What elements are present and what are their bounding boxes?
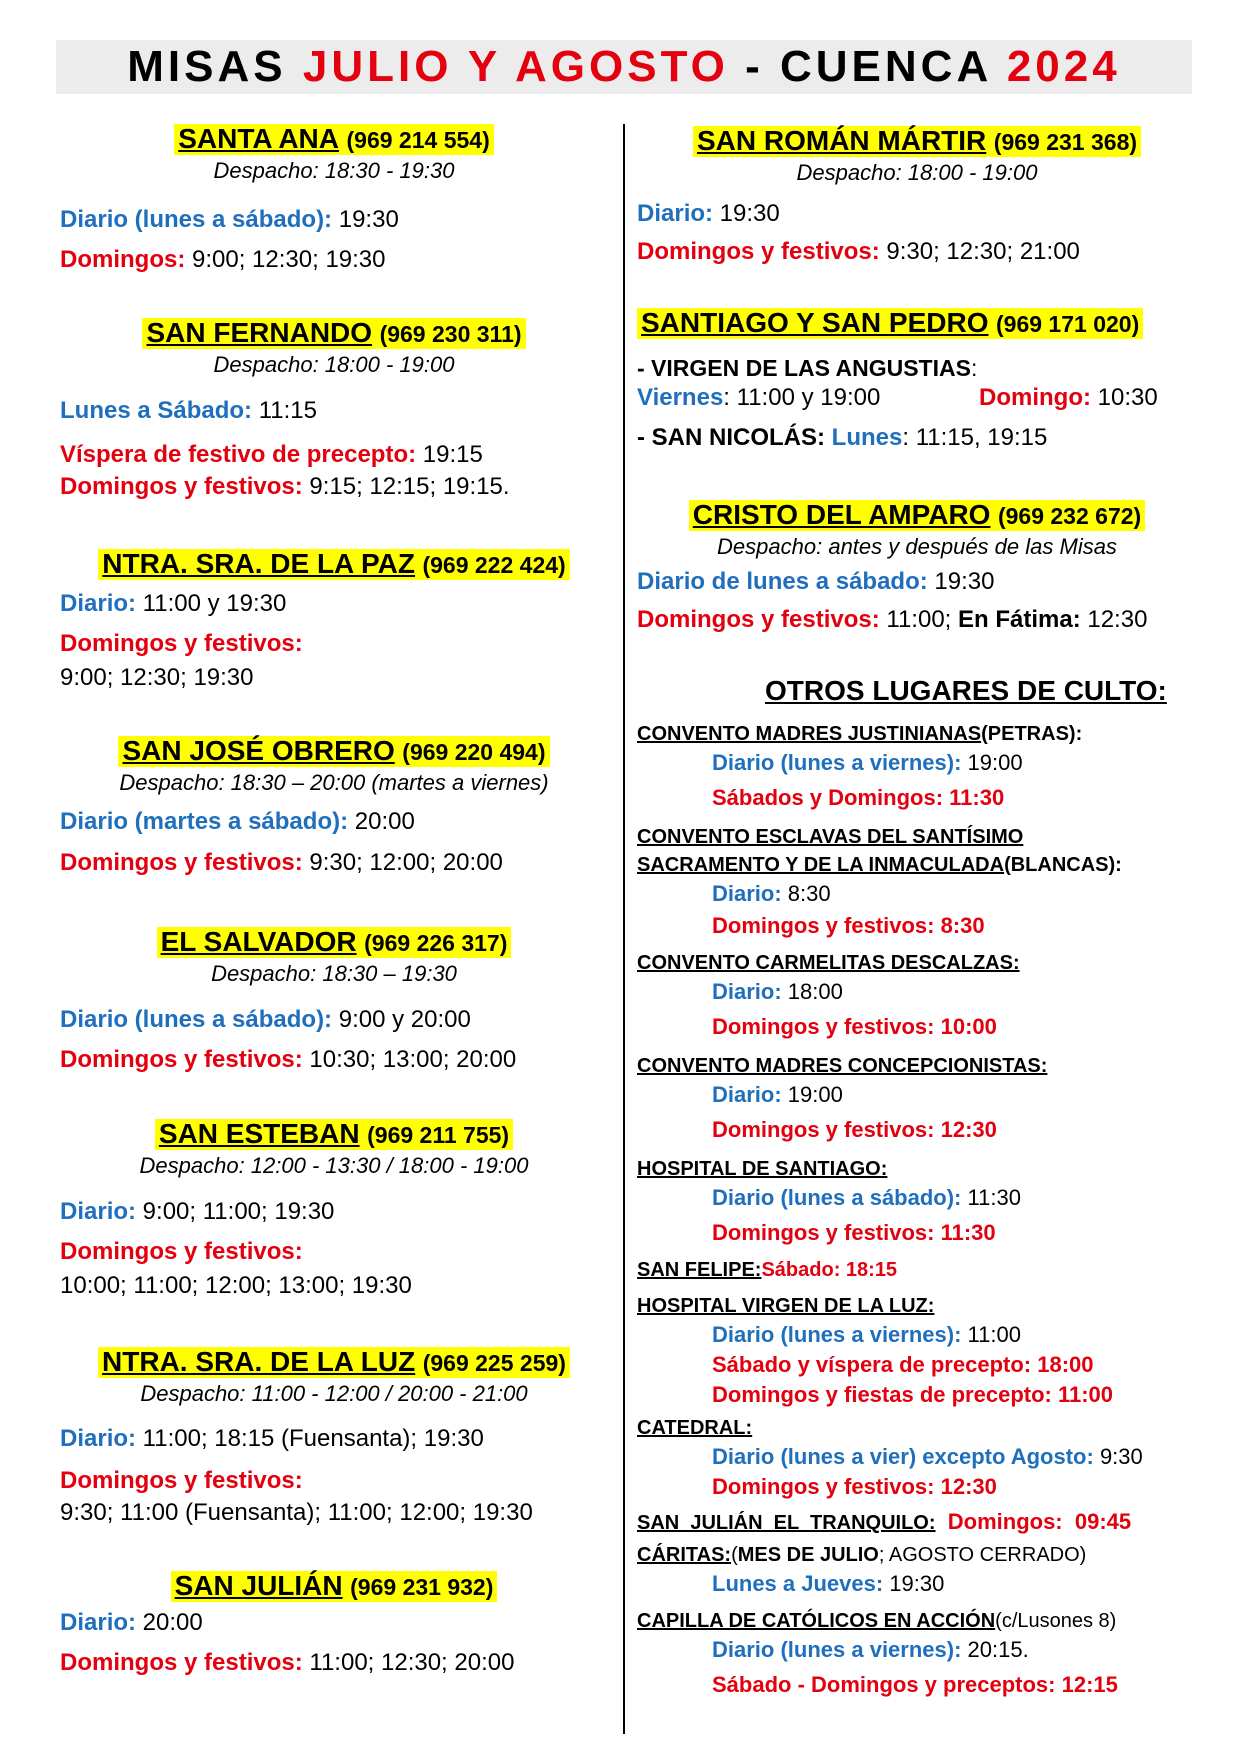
schedule-label: Domingos y festivos:: [60, 1046, 303, 1073]
schedule-line: [637, 748, 1143, 778]
schedule-line: [637, 383, 1158, 413]
schedule-value: 11:00: [961, 1322, 1021, 1347]
parish-phone: (969 231 368): [993, 129, 1138, 155]
schedule-line: [637, 237, 1080, 267]
schedule-line: [60, 396, 510, 426]
schedule-label: Diario:: [60, 1425, 137, 1452]
schedule-value: 9:30; 11:00 (Fuensanta); 11:00; 12:00; 19:30: [60, 1499, 533, 1526]
schedule-value: 19:30: [713, 200, 780, 227]
schedule-line: Domingos y fiestas de precepto: 11:00: [712, 1382, 1114, 1407]
parish-phone: (969 220 494): [402, 739, 546, 765]
schedule-label: Domingos y festivos:: [60, 1467, 303, 1494]
schedule-label: Diario:: [712, 881, 782, 906]
schedule-label: Domingo:: [979, 384, 1091, 411]
schedule-line: Sábados y Domingos: 11:30: [712, 785, 1005, 810]
schedule-value: 11:00; 18:15 (Fuensanta); 19:30: [136, 1425, 484, 1452]
schedule-jose-obrero: [60, 807, 503, 878]
title-part-city: - CUENCA: [728, 42, 1007, 91]
schedule-line: [637, 423, 1143, 453]
schedule-line: Sábado y víspera de precepto: 18:00: [712, 1352, 1094, 1377]
schedule-label: Domingos y festivos:: [60, 1649, 303, 1676]
parish-header: [637, 498, 1197, 533]
parish-amparo: [637, 498, 1197, 561]
parish-phone: (969 214 554): [346, 127, 490, 153]
otros-list: [637, 720, 1143, 1700]
parish-phone: (969 171 020): [996, 311, 1140, 337]
place-name: SACRAMENTO Y DE LA INMACULADA: [637, 854, 1005, 876]
schedule-line: [60, 589, 303, 619]
schedule-label: Diario:: [60, 590, 137, 617]
schedule-line: [60, 807, 503, 837]
schedule-value: 11:00;: [879, 606, 958, 633]
column-divider: [623, 124, 625, 1734]
parish-name: SANTA ANA: [178, 123, 339, 154]
schedule-label: Diario:: [712, 979, 782, 1004]
parish-name: SAN ESTEBAN: [158, 1118, 360, 1149]
parish-name: SANTIAGO Y SAN PEDRO: [641, 307, 989, 338]
schedule-value: 11:30: [961, 1185, 1021, 1210]
schedule-value: 20:15.: [961, 1637, 1029, 1662]
schedule-value: 11:00 y 19:30: [136, 590, 287, 617]
schedule-value: 18:00: [781, 979, 843, 1004]
parish-name: SAN JULIÁN: [174, 1570, 343, 1601]
parish-header: [60, 316, 608, 351]
schedule-label: Domingos:: [60, 246, 186, 273]
schedule-label: Domingos y festivos:: [60, 630, 303, 657]
place-name: CONVENTO ESCLAVAS DEL SANTÍSIMO: [637, 826, 1024, 848]
sub-location-name: - VIRGEN DE LAS ANGUSTIAS: [637, 355, 971, 381]
schedule-sublabel: En Fátima:: [958, 606, 1081, 633]
parish-phone: (969 230 311): [379, 321, 522, 347]
schedule-line: [637, 1569, 1143, 1599]
parish-julian: [60, 1569, 608, 1604]
schedule-value: 9:00; 12:30; 19:30: [185, 246, 386, 273]
schedule-value: Sábado: 18:15: [761, 1259, 898, 1281]
schedule-line: Domingos y festivos: 8:30: [712, 913, 985, 938]
schedule-value: 10:30: [1090, 384, 1158, 411]
schedule-value: 10:00; 11:00; 12:00; 13:00; 19:30: [60, 1272, 412, 1299]
parish-header: [60, 122, 608, 157]
place-name: HOSPITAL VIRGEN DE LA LUZ:: [637, 1295, 935, 1317]
schedule-label: Diario:: [712, 1082, 782, 1107]
schedule-label: Diario (lunes a sábado):: [60, 206, 333, 233]
parish-header: [60, 734, 608, 769]
place-julian-tranquilo: [637, 1508, 1143, 1537]
parish-name: SAN FERNANDO: [146, 317, 373, 348]
schedule-label: Diario:: [637, 200, 714, 227]
schedule-line: [637, 1442, 1143, 1472]
schedule-line: [60, 848, 503, 878]
place-name: CÁRITAS:: [637, 1544, 732, 1566]
parish-header: [60, 1117, 608, 1152]
schedule-salvador: [60, 1005, 516, 1075]
schedule-label: Diario (martes a sábado):: [60, 808, 349, 835]
parish-phone: (969 222 424): [422, 552, 566, 578]
schedule-line: [60, 1424, 533, 1454]
schedule-value: 9:00; 11:00; 19:30: [136, 1198, 335, 1225]
schedule-label: Lunes: [831, 424, 903, 451]
section-title: OTROS LUGARES DE CULTO:: [765, 675, 1167, 706]
place-note: ; AGOSTO CERRADO): [878, 1544, 1087, 1566]
schedule-line: Domingos y festivos: 11:30: [712, 1220, 996, 1245]
schedule-line: [60, 205, 399, 235]
schedule-line: [60, 1005, 516, 1035]
schedule-line: [60, 1045, 516, 1075]
parish-name: EL SALVADOR: [160, 926, 357, 957]
parish-header: [60, 1569, 608, 1604]
schedule-line: [60, 1237, 412, 1267]
schedule-label: Domingos y festivos:: [637, 606, 880, 633]
place-name: SAN FELIPE:: [637, 1259, 762, 1281]
schedule-line: [637, 1320, 1143, 1350]
schedule-value: : 11:15, 19:15: [902, 424, 1048, 451]
schedule-line: [637, 199, 1080, 229]
schedule-line: [637, 1080, 1143, 1110]
schedule-line: [637, 605, 1147, 635]
parish-san-fernando: [60, 316, 608, 379]
parish-header: [637, 124, 1197, 159]
schedule-value: 9:30; 12:00; 20:00: [302, 849, 503, 876]
place-note: (BLANCAS):: [1004, 854, 1122, 876]
parish-phone: (969 211 755): [367, 1122, 510, 1148]
schedule-line: [637, 879, 1143, 909]
place-name: CONVENTO MADRES JUSTINIANAS: [637, 723, 982, 745]
place-name: HOSPITAL DE SANTIAGO:: [637, 1158, 888, 1180]
otros-title: [765, 675, 1167, 707]
schedule-value: 19:00: [961, 750, 1023, 775]
parish-santiago: [637, 306, 1158, 453]
place-name: CATEDRAL:: [637, 1417, 753, 1439]
place-caritas: [637, 1541, 1143, 1569]
schedule-line: [637, 567, 1147, 597]
schedule-label: Diario de lunes a sábado:: [637, 568, 928, 595]
schedule-line: [60, 245, 399, 275]
schedule-value: : 11:00 y 19:00: [723, 384, 881, 411]
parish-la-paz: [60, 547, 608, 582]
schedule-line: [60, 1197, 412, 1227]
page-title: [56, 40, 1192, 94]
schedule-roman: [637, 199, 1080, 267]
schedule-label: Diario (lunes a viernes):: [712, 1322, 962, 1347]
place-esclavas: [637, 851, 1143, 879]
place-note: (: [731, 1544, 738, 1566]
schedule-value: 9:15; 12:15; 19:15.: [302, 473, 510, 500]
parish-jose-obrero: [60, 734, 608, 797]
parish-la-luz: [60, 1345, 608, 1408]
schedule-value: 11:15: [252, 397, 317, 424]
schedule-san-fernando: [60, 396, 510, 502]
schedule-label: Lunes a Jueves:: [712, 1571, 884, 1596]
schedule-label: Diario:: [60, 1609, 137, 1636]
schedule-label: Domingos y festivos:: [60, 1238, 303, 1265]
schedule-value: Domingos: 09:45: [935, 1509, 1132, 1534]
parish-header: [60, 1345, 608, 1380]
place-justinianas: [637, 720, 1143, 748]
despacho-hours: Despacho: 11:00 - 12:00 / 20:00 - 21:00: [140, 1381, 528, 1406]
schedule-value: 19:00: [781, 1082, 843, 1107]
title-part-misas: MISAS: [127, 42, 303, 91]
parish-name: SAN JOSÉ OBRERO: [122, 735, 395, 766]
schedule-label: Diario (lunes a viernes):: [712, 750, 962, 775]
schedule-value: 20:00: [348, 808, 415, 835]
schedule-line: [60, 472, 510, 502]
schedule-la-paz: [60, 589, 303, 693]
schedule-label: Lunes a Sábado:: [60, 397, 253, 424]
schedule-amparo: [637, 567, 1147, 635]
schedule-line: [637, 1183, 1143, 1213]
title-band: [56, 40, 1192, 94]
schedule-line: Domingos y festivos: 12:30: [712, 1117, 997, 1142]
schedule-label: Diario (lunes a sábado):: [60, 1006, 333, 1033]
title-part-year: 2024: [1006, 42, 1121, 91]
schedule-line: [637, 353, 1143, 383]
schedule-value: 8:30: [781, 881, 831, 906]
schedule-label: Víspera de festivo de precepto:: [60, 441, 417, 468]
schedule-label: Domingos y festivos:: [60, 473, 303, 500]
parish-header: [60, 925, 608, 960]
place-name: CONVENTO MADRES CONCEPCIONISTAS:: [637, 1055, 1048, 1077]
schedule-value: 20:00: [136, 1609, 203, 1636]
schedule-line: [637, 1635, 1143, 1665]
parish-phone: (969 225 259): [422, 1350, 566, 1376]
parish-roman: [637, 124, 1197, 187]
schedule-value: 9:00 y 20:00: [332, 1006, 471, 1033]
place-felipe: [637, 1256, 1143, 1284]
schedule-line: [60, 1608, 514, 1638]
despacho-hours: Despacho: 12:00 - 13:30 / 18:00 - 19:00: [139, 1153, 529, 1178]
schedule-santa-ana: [60, 205, 399, 275]
parish-name: CRISTO DEL AMPARO: [692, 499, 991, 530]
schedule-value: 19:30: [883, 1571, 945, 1596]
parish-santa-ana: [60, 122, 608, 185]
schedule-value: 9:30: [1093, 1444, 1143, 1469]
schedule-value: 19:15: [416, 441, 483, 468]
parish-phone: (969 226 317): [364, 930, 508, 956]
place-name: CAPILLA DE CATÓLICOS EN ACCIÓN: [637, 1610, 996, 1632]
schedule-line: [60, 1648, 514, 1678]
schedule-label: Diario (lunes a vier) excepto Agosto:: [712, 1444, 1094, 1469]
schedule-julian: [60, 1608, 514, 1678]
schedule-value: 19:30: [332, 206, 399, 233]
schedule-value: 9:00; 12:30; 19:30: [60, 664, 254, 691]
parish-header: [60, 547, 608, 582]
schedule-line: Domingos y festivos: 10:00: [712, 1014, 997, 1039]
schedule-line: [60, 629, 303, 659]
despacho-hours: Despacho: 18:00 - 19:00: [213, 352, 455, 377]
schedule-line: Sábado - Domingos y preceptos: 12:15: [712, 1672, 1118, 1697]
despacho-hours: Despacho: 18:00 - 19:00: [796, 160, 1038, 185]
parish-name: NTRA. SRA. DE LA LUZ: [102, 1346, 416, 1377]
place-note: (c/Lusones 8): [995, 1610, 1117, 1632]
despacho-hours: Despacho: 18:30 – 19:30: [211, 961, 457, 986]
schedule-label: Diario:: [60, 1198, 137, 1225]
schedule-value: 19:30: [927, 568, 995, 595]
schedule-la-luz: [60, 1424, 533, 1528]
schedule-line: [637, 977, 1143, 1007]
schedule-label: Diario (lunes a sábado):: [712, 1185, 962, 1210]
parish-phone: (969 232 672): [997, 503, 1142, 529]
schedule-value: 9:30; 12:30; 21:00: [879, 238, 1080, 265]
title-part-months: JULIO Y AGOSTO: [302, 42, 729, 91]
parish-name: NTRA. SRA. DE LA PAZ: [102, 548, 415, 579]
despacho-hours: Despacho: 18:30 - 19:30: [213, 158, 455, 183]
parish-header: [637, 306, 1143, 341]
place-name: CONVENTO CARMELITAS DESCALZAS:: [637, 952, 1020, 974]
parish-phone: (969 231 932): [350, 1574, 494, 1600]
schedule-label: Diario (lunes a viernes):: [712, 1637, 962, 1662]
despacho-hours: Despacho: antes y después de las Misas: [717, 534, 1117, 559]
schedule-line: Domingos y festivos: 12:30: [712, 1474, 997, 1499]
place-name: SAN JULIÁN EL TRANQUILO:: [637, 1512, 936, 1534]
place-capilla: [637, 1607, 1143, 1635]
schedule-value: 11:00; 12:30; 20:00: [302, 1649, 515, 1676]
place-note: MES DE JULIO: [737, 1544, 879, 1566]
sub-location-name: - SAN NICOLÁS:: [637, 424, 832, 451]
parish-salvador: [60, 925, 608, 988]
schedule-label: Domingos y festivos:: [637, 238, 880, 265]
despacho-hours: Despacho: 18:30 – 20:00 (martes a viernes): [119, 770, 549, 795]
place-note: (PETRAS):: [981, 723, 1083, 745]
schedule-line: [60, 1466, 533, 1496]
schedule-value: 10:30; 13:00; 20:00: [302, 1046, 517, 1073]
parish-esteban: [60, 1117, 608, 1180]
schedule-esteban: [60, 1197, 412, 1301]
sub-location-colon: :: [970, 355, 978, 381]
parish-name: SAN ROMÁN MÁRTIR: [696, 125, 987, 156]
schedule-label: Domingos y festivos:: [60, 849, 303, 876]
schedule-value: 12:30: [1080, 606, 1148, 633]
schedule-line: [60, 440, 510, 470]
schedule-label: Viernes: [637, 384, 724, 411]
